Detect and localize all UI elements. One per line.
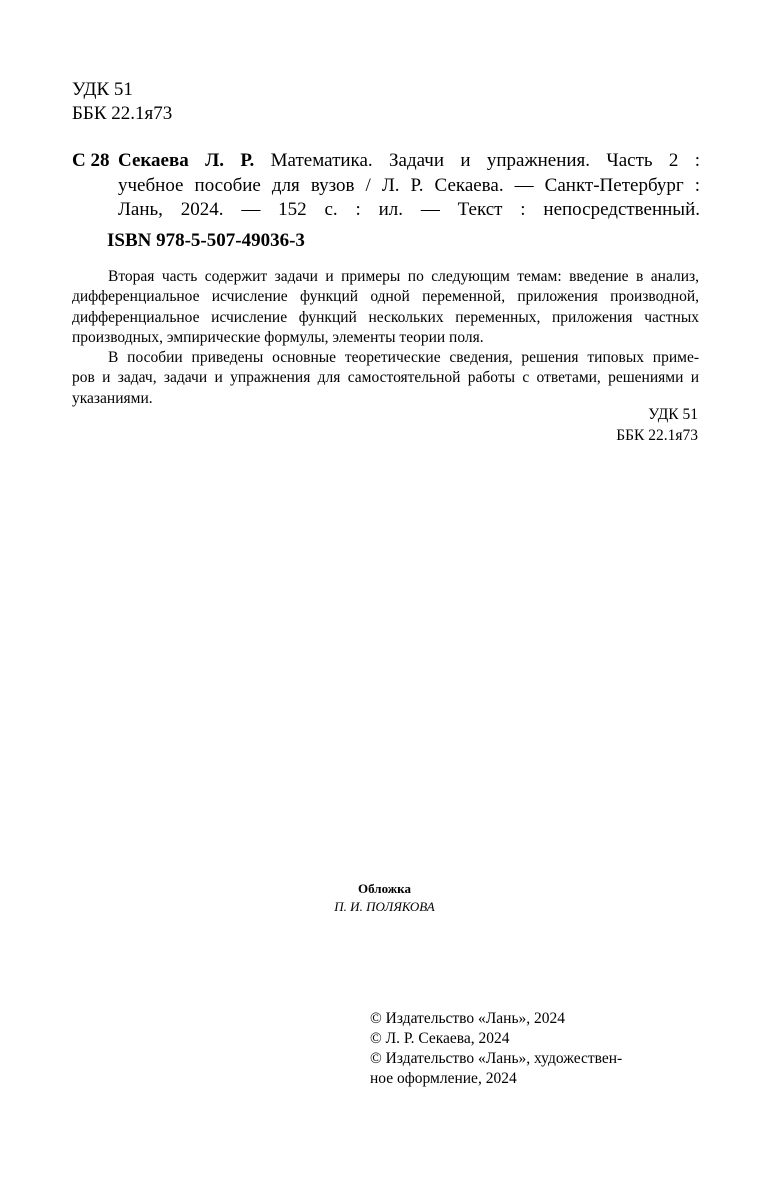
abstract-line: Вторая часть содержит задачи и примеры по следующим темам: введение в анализ, [108, 268, 699, 285]
catalog-line-3: Лань, 2024. — 152 с. : ил. — Текст : непосредственный. [118, 199, 700, 220]
abstract-line: указаниями. [72, 389, 153, 407]
cover-title: Обложка [358, 881, 411, 896]
cover-designer: П. И. ПОЛЯКОВА [334, 899, 435, 914]
abstract-paragraph-2 [72, 348, 699, 409]
abstract-line: В пособии приведены основные теоретические сведения, решения типовых приме- [108, 349, 699, 367]
copyright-line: © Л. Р. Секаева, 2024 [370, 1030, 510, 1047]
footer-classification [616, 405, 698, 446]
abstract [72, 267, 699, 409]
catalog-entry [72, 149, 700, 223]
copyright-line: © Издательство «Лань», 2024 [370, 1010, 566, 1027]
catalog-code: С 28 [72, 150, 110, 171]
abstract-line: дифференциальное исчисление функций одной переменной, приложения производной, [72, 288, 699, 306]
isbn: ISBN 978-5-507-49036-3 [107, 230, 305, 251]
udk-code: УДК 51 [72, 79, 133, 100]
udk-code-repeat: УДК 51 [648, 406, 698, 423]
catalog-line-2: учебное пособие для вузов / Л. Р. Секаева. — Санкт-Петербург : [118, 174, 700, 196]
copyright-line: © Издательство «Лань», художествен- [370, 1050, 623, 1067]
bbk-code-repeat: ББК 22.1я73 [616, 426, 698, 444]
header-classification [72, 78, 172, 126]
abstract-line: производных, эмпирические формулы, элементы теории поля. [72, 328, 484, 346]
catalog-description [118, 149, 700, 223]
catalog-title: Математика. Задачи и упражнения. Часть 2 : [270, 150, 700, 171]
catalog-author: Секаева Л. Р. [118, 150, 255, 171]
bbk-code: ББК 22.1я73 [72, 103, 173, 124]
cover-credit [0, 880, 769, 916]
catalog-line-1 [118, 149, 700, 174]
abstract-line: ров и задач, задачи и упражнения для самостоятельной работы с ответами, решениями и [72, 369, 699, 387]
abstract-paragraph-1 [72, 267, 699, 348]
copyright-line: ное оформление, 2024 [370, 1070, 517, 1087]
copyright-block [370, 1009, 670, 1089]
abstract-line: дифференциальное исчисление функций нескольких переменных, приложения частных [72, 308, 699, 326]
